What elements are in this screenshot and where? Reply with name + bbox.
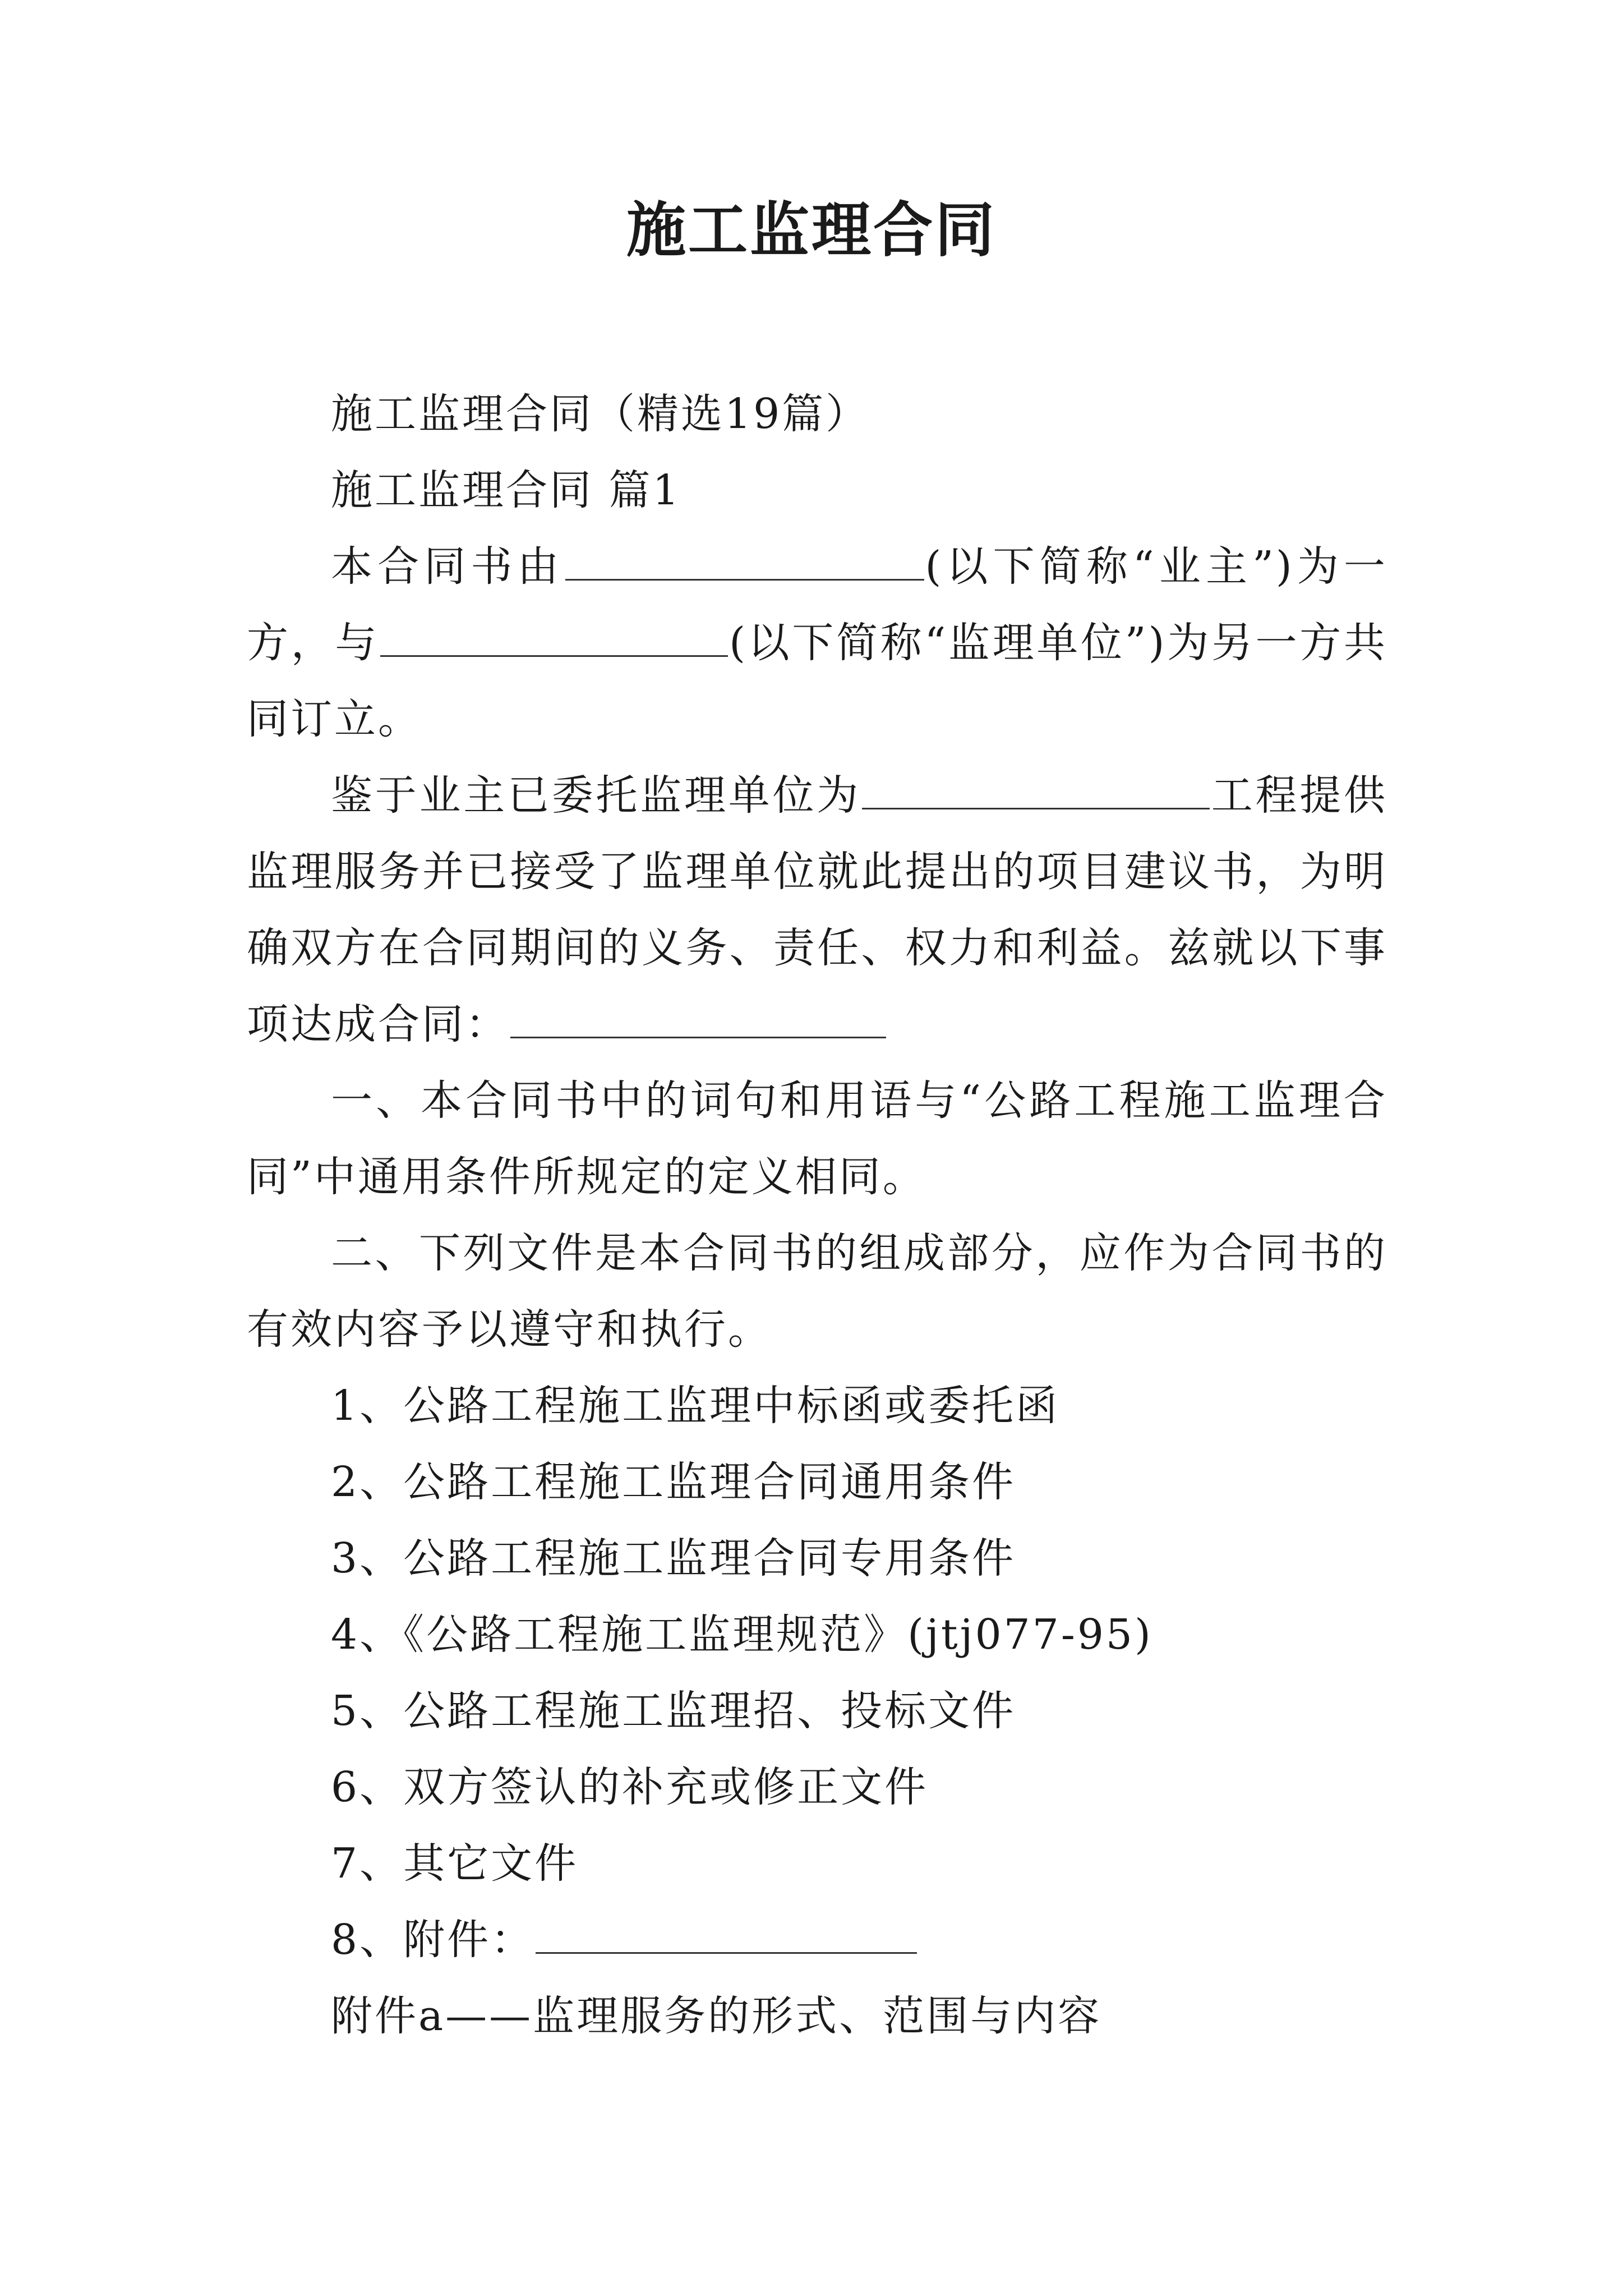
para2-after: 工程提供监理服务并已接受了监理单位就此提出的项目建议书，为明确双方在合同期间的义务、责任、权力和利益。兹就以下事项达成合同： [247,771,1387,1048]
blank-line [380,616,728,657]
list-item: 7、其它文件 [331,1839,579,1888]
item8-label: 8、附件： [331,1916,535,1964]
para2-before: 鉴于业主已委托监理单位为 [331,771,861,820]
list-item: 6、双方签认的补充或修正文件 [331,1763,929,1811]
para1-after2: (以下简称“监理单位”)为另一方共同订立。 [247,619,1388,743]
document-body [247,376,1387,2054]
blank-line [565,540,924,581]
blank-line [536,1913,917,1954]
subtitle: 施工监理合同（精选19篇） [331,390,870,438]
section-heading: 施工监理合同 篇1 [331,466,681,514]
paragraph-clause-1: 一、本合同书中的词句和用语与“公路工程施工监理合同”中通用条件所规定的定义相同。 [247,1076,1387,1201]
para1-before: 本合同书由 [331,542,564,591]
list-item-annex [247,1902,1387,1978]
list-item: 2、公路工程施工监理合同通用条件 [331,1458,1016,1506]
list-item: 3、公路工程施工监理合同专用条件 [331,1534,1016,1582]
paragraph-whereas [247,757,1387,1062]
annex-a: 附件a——监理服务的形式、范围与内容 [331,1992,1102,2040]
blank-line [862,769,1210,809]
document-title: 施工监理合同 [626,195,997,265]
list-item: 5、公路工程施工监理招、投标文件 [331,1687,1016,1735]
paragraph-clause-2: 二、下列文件是本合同书的组成部分，应作为合同书的有效内容予以遵守和执行。 [247,1229,1387,1354]
para1-after: (以下简称“业主”)为一方，与 [247,542,1387,667]
blank-line [510,997,886,1038]
list-item: 4、《公路工程施工监理规范》(jtj077-95) [331,1611,1153,1659]
paragraph-parties [247,528,1387,757]
list-item: 1、公路工程施工监理中标函或委托函 [331,1382,1060,1430]
